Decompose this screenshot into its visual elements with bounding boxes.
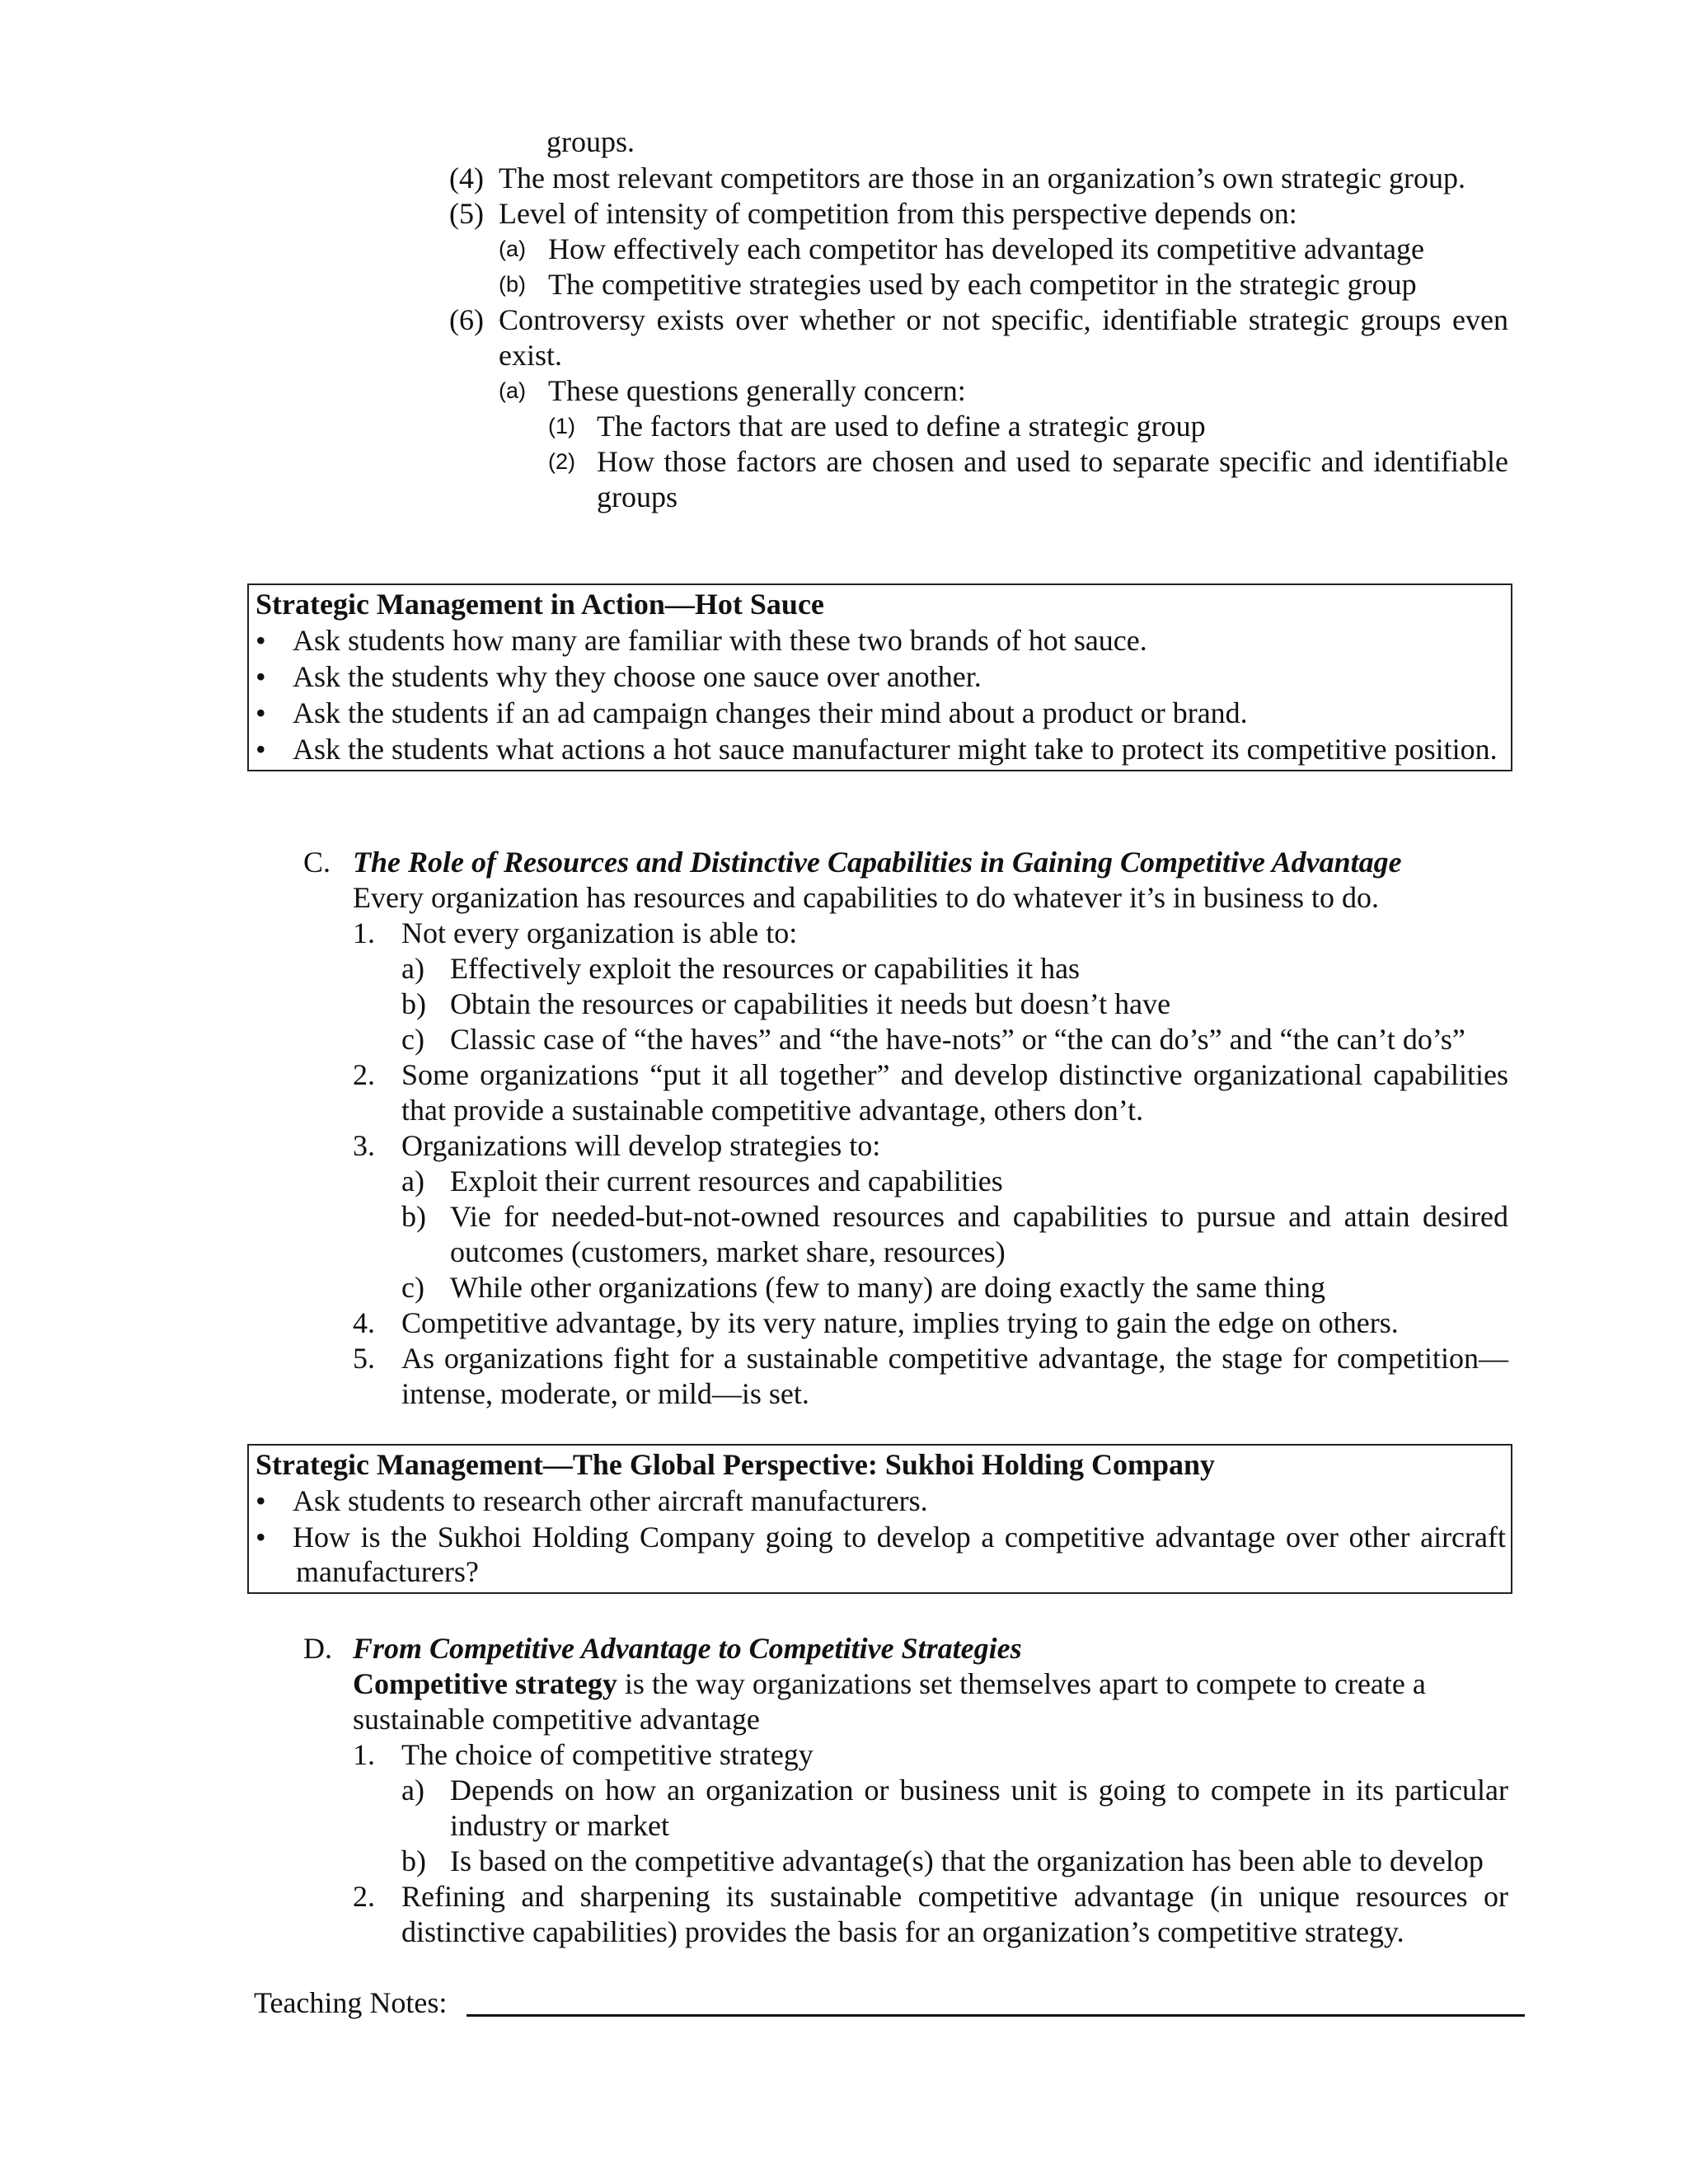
list-number: (a) xyxy=(499,378,526,403)
definition-text: is the way organizations set themselves apart to compete to create a xyxy=(617,1667,1426,1700)
list-item: Controversy exists over whether or not specific, identifiable strategic groups even xyxy=(499,303,1508,336)
list-item: Level of intensity of competition from this perspective depends on: xyxy=(499,197,1297,230)
section-letter: D. xyxy=(303,1632,332,1665)
list-item: Refining and sharpening its sustainable competitive advantage (in unique resources or xyxy=(401,1880,1508,1913)
list-number: (b) xyxy=(499,272,526,297)
list-item: The factors that are used to define a strategic group xyxy=(597,410,1206,443)
list-number: 1. xyxy=(353,1738,375,1771)
list-continuation: groups. xyxy=(546,125,635,158)
list-number: (a) xyxy=(499,237,526,261)
list-item-continuation: distinctive capabilities) provides the basis for an organization’s competitive strategy. xyxy=(401,1915,1404,1948)
callout-box-hot-sauce xyxy=(247,583,1512,771)
list-item: The choice of competitive strategy xyxy=(401,1738,814,1771)
list-item-continuation: outcomes (customers, market share, resources) xyxy=(450,1235,1006,1268)
bullet-item: How is the Sukhoi Holding Company going to develop a competitive advantage over other aircraft xyxy=(293,1521,1506,1554)
list-number: c) xyxy=(401,1271,424,1304)
list-item: As organizations fight for a sustainable competitive advantage, the stage for competition— xyxy=(401,1342,1508,1375)
definition-continuation: sustainable competitive advantage xyxy=(353,1703,760,1736)
list-number: (1) xyxy=(548,414,575,438)
list-item: The most relevant competitors are those in an organization’s own strategic group. xyxy=(499,162,1466,194)
list-number: (2) xyxy=(548,449,575,474)
bullet-icon: • xyxy=(256,1484,266,1517)
list-number: 2. xyxy=(353,1058,375,1091)
list-item: Depends on how an organization or business unit is going to compete in its particular xyxy=(450,1774,1508,1807)
section-intro: Every organization has resources and capabilities to do whatever it’s in business to do. xyxy=(353,881,1380,914)
list-item: How those factors are chosen and used to separate specific and identifiable xyxy=(597,445,1508,478)
list-item: Classic case of “the haves” and “the have-nots” or “the can do’s” and “the can’t do’s” xyxy=(450,1023,1465,1056)
list-number: c) xyxy=(401,1023,424,1056)
list-item: How effectively each competitor has developed its competitive advantage xyxy=(548,232,1424,265)
list-number: a) xyxy=(401,1165,424,1197)
list-item-continuation: groups xyxy=(597,480,678,513)
list-number: a) xyxy=(401,1774,424,1807)
list-number: b) xyxy=(401,987,426,1020)
list-item: While other organizations (few to many) are doing exactly the same thing xyxy=(450,1271,1325,1304)
bullet-item: Ask the students if an ad campaign changes their mind about a product or brand. xyxy=(293,696,1248,729)
list-number: (5) xyxy=(449,197,484,230)
list-number: a) xyxy=(401,952,424,985)
list-number: (6) xyxy=(449,303,484,336)
list-item: These questions generally concern: xyxy=(548,374,966,407)
list-item: Effectively exploit the resources or capabilities it has xyxy=(450,952,1081,985)
bullet-icon: • xyxy=(256,696,266,729)
section-heading: The Role of Resources and Distinctive Capabilities in Gaining Competitive Advantage xyxy=(353,846,1402,879)
bullet-icon: • xyxy=(256,624,266,657)
list-item: Vie for needed-but-not-owned resources and capabilities to pursue and attain desired xyxy=(450,1200,1508,1233)
callout-title: Strategic Management in Action—Hot Sauce xyxy=(256,588,824,621)
list-item: Obtain the resources or capabilities it needs but doesn’t have xyxy=(450,987,1171,1020)
teaching-notes-line[interactable] xyxy=(467,2014,1525,2017)
list-item: Some organizations “put it all together” and develop distinctive organizational capabilities xyxy=(401,1058,1508,1091)
section-letter: C. xyxy=(303,846,331,879)
list-item: Competitive advantage, by its very nature, implies trying to gain the edge on others. xyxy=(401,1306,1399,1339)
list-number: 2. xyxy=(353,1880,375,1913)
list-number: 4. xyxy=(353,1306,375,1339)
list-number: 3. xyxy=(353,1129,375,1162)
list-number: 1. xyxy=(353,916,375,949)
definition-term: Competitive strategy xyxy=(353,1667,617,1700)
list-number: 5. xyxy=(353,1342,375,1375)
list-item-continuation: exist. xyxy=(499,339,562,372)
list-number: b) xyxy=(401,1844,426,1877)
bullet-item: Ask students to research other aircraft manufacturers. xyxy=(293,1484,928,1517)
list-item: Not every organization is able to: xyxy=(401,916,798,949)
bullet-item-continuation: manufacturers? xyxy=(296,1555,479,1588)
bullet-item: Ask students how many are familiar with these two brands of hot sauce. xyxy=(293,624,1147,657)
callout-box-sukhoi xyxy=(247,1444,1512,1594)
teaching-notes-label: Teaching Notes: xyxy=(254,1986,448,2019)
list-number: b) xyxy=(401,1200,426,1233)
list-item-continuation: that provide a sustainable competitive advantage, others don’t. xyxy=(401,1094,1144,1127)
bullet-icon: • xyxy=(256,660,266,693)
list-item: Exploit their current resources and capabilities xyxy=(450,1165,1003,1197)
list-item: Is based on the competitive advantage(s) that the organization has been able to develop xyxy=(450,1844,1484,1877)
list-item-continuation: industry or market xyxy=(450,1809,669,1842)
callout-title: Strategic Management—The Global Perspective: Sukhoi Holding Company xyxy=(256,1448,1215,1481)
bullet-icon: • xyxy=(256,733,266,766)
list-item: Organizations will develop strategies to: xyxy=(401,1129,881,1162)
section-heading: From Competitive Advantage to Competitive Strategies xyxy=(353,1632,1022,1665)
bullet-icon: • xyxy=(256,1521,266,1554)
list-number: (4) xyxy=(449,162,484,194)
list-item: The competitive strategies used by each competitor in the strategic group xyxy=(548,268,1417,301)
bullet-item: Ask the students what actions a hot sauce manufacturer might take to protect its competitive position. xyxy=(293,733,1498,766)
list-item-continuation: intense, moderate, or mild—is set. xyxy=(401,1377,809,1410)
bullet-item: Ask the students why they choose one sauce over another. xyxy=(293,660,982,693)
definition-line xyxy=(353,1666,1426,1702)
